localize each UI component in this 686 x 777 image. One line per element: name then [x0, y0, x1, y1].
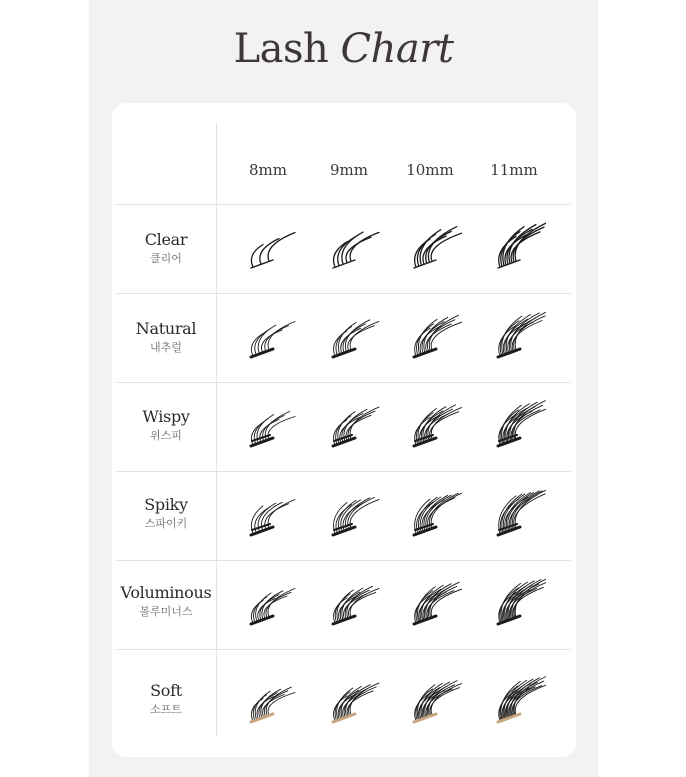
row-name-ko: 스파이키 — [144, 517, 188, 530]
lash-image-voluminous-10mm — [402, 577, 462, 633]
column-header-11mm: 11mm — [490, 161, 538, 179]
row-name-en: Wispy — [142, 407, 190, 426]
lash-image-natural-11mm — [486, 310, 546, 366]
lash-image-clear-9mm — [321, 221, 381, 277]
lash-image-wispy-11mm — [486, 399, 546, 455]
title-lash: Lash — [233, 26, 329, 72]
row-label-clear — [116, 230, 216, 267]
column-header-9mm: 9mm — [330, 161, 368, 179]
lash-illustration — [402, 399, 462, 455]
lash-image-soft-11mm — [486, 675, 546, 731]
lash-illustration — [321, 221, 381, 277]
lash-image-wispy-9mm — [321, 399, 381, 455]
lash-illustration — [402, 221, 462, 277]
row-label-soft — [116, 681, 216, 718]
lash-image-voluminous-8mm — [239, 577, 299, 633]
lash-illustration — [321, 310, 381, 366]
lash-image-natural-8mm — [239, 310, 299, 366]
row-divider — [116, 293, 571, 294]
row-divider — [116, 382, 571, 383]
lash-image-wispy-10mm — [402, 399, 462, 455]
lash-illustration — [239, 399, 299, 455]
lash-illustration — [486, 577, 546, 633]
row-name-ko: 소프트 — [150, 703, 182, 716]
title-chart: Chart — [340, 26, 454, 72]
lash-image-soft-10mm — [402, 675, 462, 731]
lash-illustration — [239, 221, 299, 277]
lash-image-soft-8mm — [239, 675, 299, 731]
row-name-ko: 볼루미너스 — [139, 605, 193, 618]
row-divider — [116, 649, 571, 650]
lash-illustration — [486, 221, 546, 277]
row-divider — [116, 471, 571, 472]
row-divider — [116, 204, 571, 205]
lash-illustration — [402, 675, 462, 731]
lash-illustration — [486, 675, 546, 731]
lash-image-spiky-10mm — [402, 488, 462, 544]
lash-illustration — [321, 675, 381, 731]
lash-image-wispy-8mm — [239, 399, 299, 455]
row-label-natural — [116, 319, 216, 356]
lash-image-voluminous-11mm — [486, 577, 546, 633]
lash-illustration — [239, 310, 299, 366]
lash-chart-panel — [89, 0, 598, 777]
lash-image-spiky-11mm — [486, 488, 546, 544]
lash-image-clear-8mm — [239, 221, 299, 277]
lash-image-natural-9mm — [321, 310, 381, 366]
column-divider — [216, 123, 217, 737]
lash-illustration — [321, 577, 381, 633]
lash-illustration — [239, 577, 299, 633]
lash-image-clear-10mm — [402, 221, 462, 277]
row-name-ko: 내추럴 — [150, 341, 182, 354]
lash-image-spiky-9mm — [321, 488, 381, 544]
row-divider — [116, 560, 571, 561]
lash-illustration — [402, 488, 462, 544]
row-label-spiky — [116, 495, 216, 532]
row-label-wispy — [116, 407, 216, 444]
row-name-ko: 클리어 — [150, 252, 182, 265]
lash-illustration — [402, 577, 462, 633]
lash-image-voluminous-9mm — [321, 577, 381, 633]
row-name-ko: 위스피 — [150, 429, 182, 442]
row-label-voluminous — [116, 583, 216, 620]
row-name-en: Spiky — [144, 495, 188, 514]
chart-card — [112, 103, 576, 757]
lash-image-spiky-8mm — [239, 488, 299, 544]
lash-image-clear-11mm — [486, 221, 546, 277]
lash-illustration — [486, 310, 546, 366]
lash-image-soft-9mm — [321, 675, 381, 731]
row-name-en: Soft — [150, 681, 182, 700]
row-name-en: Natural — [135, 319, 197, 338]
lash-illustration — [321, 488, 381, 544]
lash-illustration — [321, 399, 381, 455]
lash-illustration — [402, 310, 462, 366]
page-title — [89, 24, 598, 74]
lash-illustration — [486, 488, 546, 544]
column-header-10mm: 10mm — [406, 161, 454, 179]
lash-illustration — [239, 488, 299, 544]
lash-image-natural-10mm — [402, 310, 462, 366]
row-name-en: Clear — [144, 230, 188, 249]
lash-illustration — [486, 399, 546, 455]
column-header-8mm: 8mm — [249, 161, 287, 179]
row-name-en: Voluminous — [120, 583, 212, 602]
lash-illustration — [239, 675, 299, 731]
